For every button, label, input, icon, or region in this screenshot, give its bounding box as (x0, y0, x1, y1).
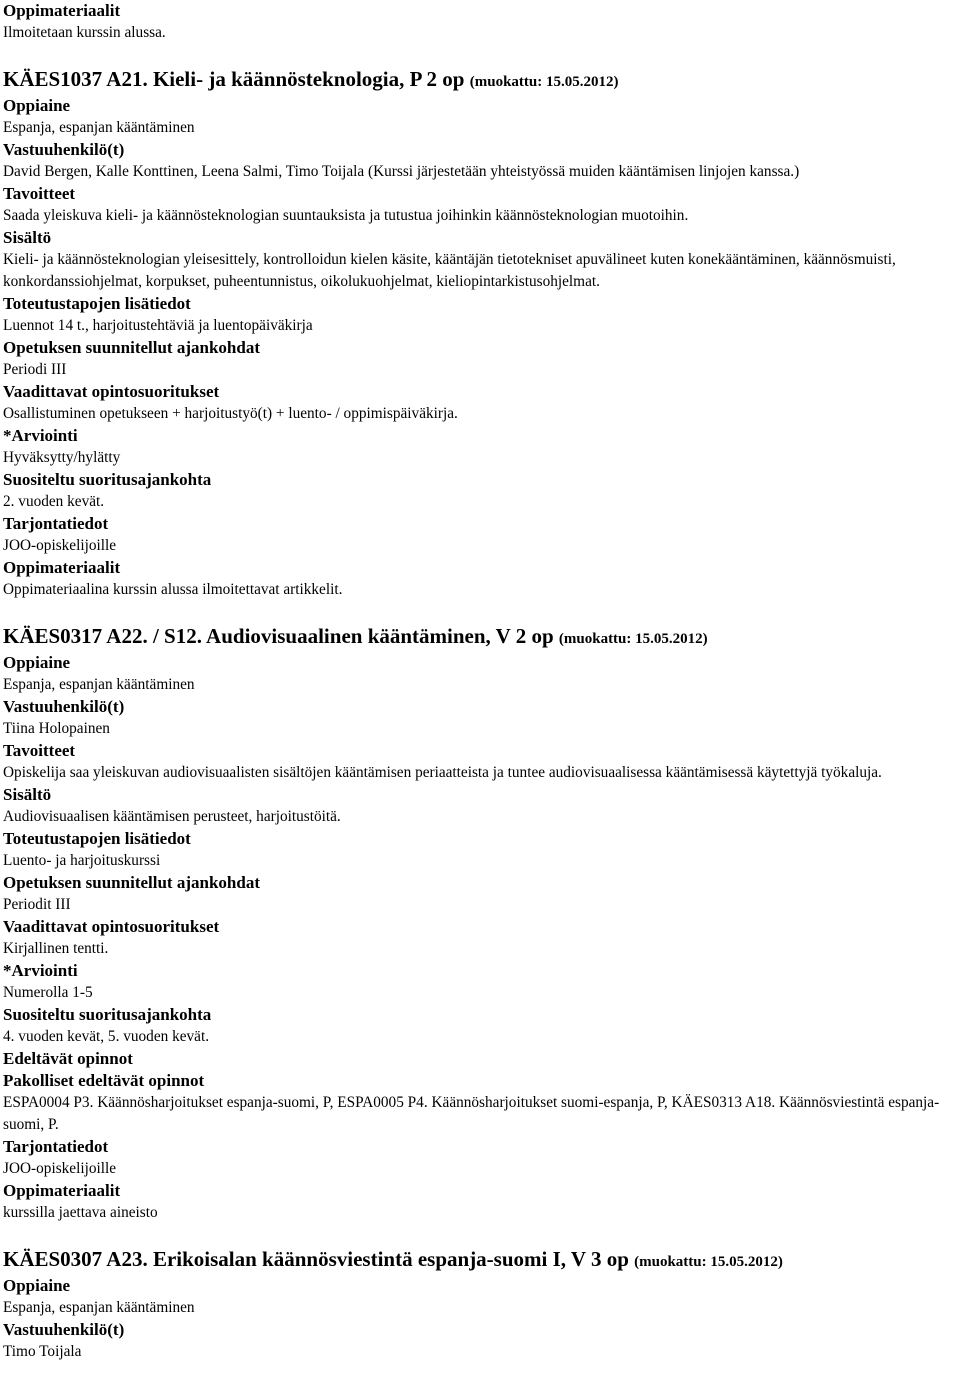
section-text: Tiina Holopainen (3, 720, 110, 737)
section-text: Espanja, espanjan kääntäminen (3, 676, 195, 693)
section-text: Periodi III (3, 361, 67, 378)
section-text: Timo Toijala (3, 1343, 82, 1360)
section-heading: Tarjontatiedot (3, 1137, 109, 1156)
course-title (3, 623, 957, 652)
section-heading: Sisältö (3, 228, 52, 247)
section-heading: Oppiaine (3, 96, 71, 115)
course-modified-date: (muokattu: 15.05.2012) (634, 1254, 783, 1270)
course-title-text: KÄES0317 A22. / S12. Audiovisuaalinen kääntäminen, V 2 op (3, 624, 554, 648)
section-heading: Oppiaine (3, 653, 71, 672)
section-text: Numerolla 1-5 (3, 984, 93, 1001)
section-heading: Opetuksen suunnitellut ajankohdat (3, 873, 260, 892)
section-heading: Toteutustapojen lisätiedot (3, 294, 191, 313)
section-heading: Edeltävät opinnot (3, 1049, 133, 1068)
section-heading: Oppimateriaalit (3, 558, 121, 577)
section-text: Espanja, espanjan kääntäminen (3, 119, 195, 136)
section-heading: Oppimateriaalit (3, 1181, 121, 1200)
course-title (3, 1246, 957, 1275)
section-text: Opiskelija saa yleiskuvan audiovisuaalisten sisältöjen kääntämisen periaatteista ja tuntee audiovisuaalisessa kääntämisessä käytettyjä työkaluja. (3, 764, 882, 781)
section-text: David Bergen, Kalle Konttinen, Leena Salmi, Timo Toijala (Kurssi järjestetään yhteistyössä muiden kääntämisen linjojen kanssa.) (3, 163, 800, 180)
section-text: Audiovisuaalisen kääntämisen perusteet, harjoitustöitä. (3, 808, 341, 825)
section-text: 2. vuoden kevät. (3, 493, 105, 510)
section-text: Oppimateriaalina kurssin alussa ilmoitettavat artikkelit. (3, 581, 343, 598)
section-heading: *Arviointi (3, 961, 78, 980)
section-text: Saada yleiskuva kieli- ja käännösteknologian suuntauksista ja tutustua joihinkin käännösteknologian muotoihin. (3, 207, 689, 224)
section-heading: Suositeltu suoritusajankohta (3, 1005, 212, 1024)
section-text: Osallistuminen opetukseen + harjoitustyö(t) + luento- / oppimispäiväkirja. (3, 405, 458, 422)
intro-heading: Oppimateriaalit (3, 1, 121, 20)
course-title-text: KÄES1037 A21. Kieli- ja käännösteknologia, P 2 op (3, 67, 465, 91)
course-block (3, 1246, 957, 1363)
section-heading: Vastuuhenkilö(t) (3, 697, 125, 716)
section-text: JOO-opiskelijoille (3, 1160, 117, 1177)
course-title (3, 66, 957, 95)
section-text: Periodit III (3, 896, 71, 913)
section-text: Luennot 14 t., harjoitustehtäviä ja luentopäiväkirja (3, 317, 313, 334)
section-heading: Vaadittavat opintosuoritukset (3, 382, 220, 401)
section-text: ESPA0004 P3. Käännösharjoitukset espanja-suomi, P, ESPA0005 P4. Käännösharjoitukset suomi-espanja, P, KÄES0313 A18. Käännösviestintä espanja-suomi, P. (3, 1094, 940, 1133)
section-text: Luento- ja harjoituskurssi (3, 852, 161, 869)
section-heading: Vastuuhenkilö(t) (3, 1320, 125, 1339)
section-text: Kirjallinen tentti. (3, 940, 109, 957)
course-block (3, 66, 957, 601)
intro-text: Ilmoitetaan kurssin alussa. (3, 24, 166, 41)
section-heading: Oppiaine (3, 1276, 71, 1295)
course-modified-date: (muokattu: 15.05.2012) (558, 631, 708, 647)
section-text: Espanja, espanjan kääntäminen (3, 1299, 195, 1316)
section-heading: Sisältö (3, 785, 52, 804)
course-list (3, 66, 957, 1363)
section-heading: Vastuuhenkilö(t) (3, 140, 125, 159)
section-heading: Tavoitteet (3, 741, 76, 760)
section-heading: Tavoitteet (3, 184, 76, 203)
section-heading: Toteutustapojen lisätiedot (3, 829, 191, 848)
section-heading: Tarjontatiedot (3, 514, 109, 533)
course-block (3, 623, 957, 1224)
section-heading: Opetuksen suunnitellut ajankohdat (3, 338, 260, 357)
course-title-text: KÄES0307 A23. Erikoisalan käännösviestintä espanja-suomi I, V 3 op (3, 1247, 629, 1271)
section-heading: Vaadittavat opintosuoritukset (3, 917, 220, 936)
section-text: Hyväksytty/hylätty (3, 449, 121, 466)
section-text: 4. vuoden kevät, 5. vuoden kevät. (3, 1028, 210, 1045)
section-text: kurssilla jaettava aineisto (3, 1204, 158, 1221)
course-modified-date: (muokattu: 15.05.2012) (469, 74, 619, 90)
section-heading: *Arviointi (3, 426, 78, 445)
section-text: Kieli- ja käännösteknologian yleisesittely, kontrolloidun kielen käsite, kääntäjän tietotekniset apuvälineet kuten konekääntäminen, käännösmuisti, konkordanssiohjelmat, korpukset, puheentunnistus, oikolukuohjelmat, kieliopintarkistusohjelmat. (3, 251, 896, 290)
section-heading: Pakolliset edeltävät opinnot (3, 1071, 205, 1090)
section-heading: Suositeltu suoritusajankohta (3, 470, 212, 489)
section-text: JOO-opiskelijoille (3, 537, 117, 554)
